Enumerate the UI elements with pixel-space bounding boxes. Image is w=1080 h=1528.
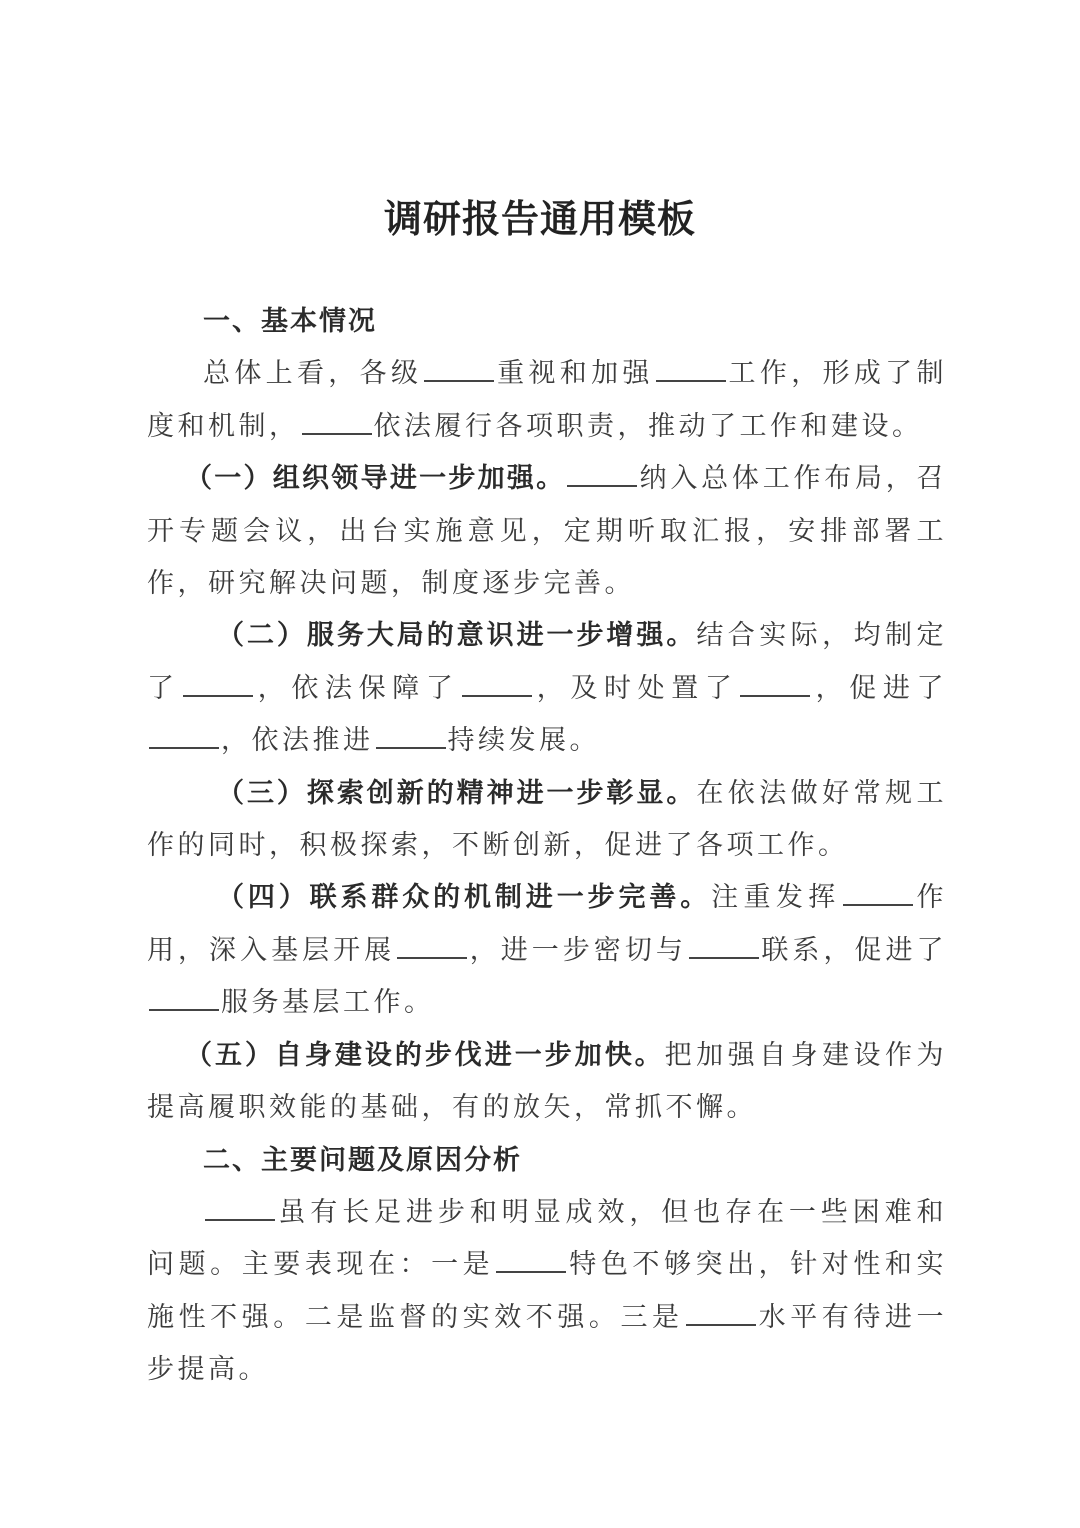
fill-in-blank <box>740 694 810 697</box>
fill-in-blank <box>376 746 446 749</box>
paragraph-public-contact <box>147 872 947 1029</box>
fill-in-blank <box>686 1323 756 1326</box>
fill-in-blank <box>496 1270 566 1273</box>
text-run: 总体上看，各级 <box>203 358 423 390</box>
section-heading-problems: 二、主要问题及原因分析 <box>203 1144 522 1176</box>
fill-in-blank <box>689 956 759 959</box>
fill-in-blank <box>149 1008 219 1011</box>
text-run: ，进一步密切与 <box>469 934 687 966</box>
fill-in-blank <box>462 694 532 697</box>
fill-in-blank <box>149 746 219 749</box>
paragraph-lead: （三）探索创新的精神进一步彰显。 <box>217 777 697 809</box>
text-run: 纳入总体工作布局，召开专题会议，出台实施意见，定期听取汇报，安排部署工作，研究解决问题，制度逐步完善。 <box>147 463 947 600</box>
text-run: 注重发挥 <box>711 882 841 914</box>
text-run: ，及时处置了 <box>533 672 739 704</box>
fill-in-blank <box>843 903 913 906</box>
text-run: 在依法做好常规工作的同时，积极探索，不断创新，促进了各项工作。 <box>147 777 948 862</box>
paragraph-self-building <box>147 1030 947 1135</box>
text-run: 依法履行各项职责，推动了工作和建设。 <box>373 410 923 442</box>
paragraph-overview <box>147 348 947 453</box>
text-run: ，促进了 <box>812 672 948 704</box>
fill-in-blank <box>567 484 637 487</box>
paragraph-innovation <box>147 768 947 873</box>
fill-in-blank <box>205 1218 275 1221</box>
text-run: 结合实际，均制定了 <box>147 620 948 704</box>
text-run: 持续发展。 <box>447 725 600 757</box>
text-run: 作用，深入基层开展 <box>147 882 948 966</box>
paragraph-problems <box>147 1187 947 1397</box>
text-run: ，依法保障了 <box>254 672 460 704</box>
text-run: 把加强自身建设作为提高履职效能的基础，有的放矢，常抓不懈。 <box>147 1039 948 1124</box>
paragraph-service <box>147 610 947 767</box>
text-run: 联系，促进了 <box>760 934 948 966</box>
section-heading-basic: 一、基本情况 <box>203 306 377 337</box>
fill-in-blank <box>183 694 253 697</box>
paragraph-lead: （二）服务大局的意识进一步增强。 <box>217 620 697 652</box>
text-run: 水平有待进一步提高。 <box>147 1301 948 1386</box>
paragraph-lead: （一）组织领导进一步加强。 <box>185 463 566 495</box>
fill-in-blank <box>397 956 467 959</box>
document-body <box>147 296 947 1397</box>
text-run: 虽有长足进步和明显成效，但也存在一些困难和问题。主要表现在：一是 <box>147 1196 947 1281</box>
text-run: 重视和加强 <box>496 358 654 390</box>
fill-in-blank <box>302 432 372 435</box>
fill-in-blank <box>656 379 726 382</box>
document-title: 调研报告通用模板 <box>383 196 696 241</box>
text-run: 服务基层工作。 <box>221 987 435 1019</box>
paragraph-lead: （四）联系群众的机制进一步完善。 <box>217 882 712 914</box>
paragraph-leadership <box>147 453 947 610</box>
text-run: ，依法推进 <box>221 725 374 757</box>
text-run: 特色不够突出，针对性和实施性不强。二是监督的实效不强。三是 <box>147 1249 948 1333</box>
text-run: 工作，形成了制度和机制， <box>147 358 948 442</box>
paragraph-lead: （五）自身建设的步伐进一步加快。 <box>185 1039 665 1071</box>
fill-in-blank <box>424 379 494 382</box>
